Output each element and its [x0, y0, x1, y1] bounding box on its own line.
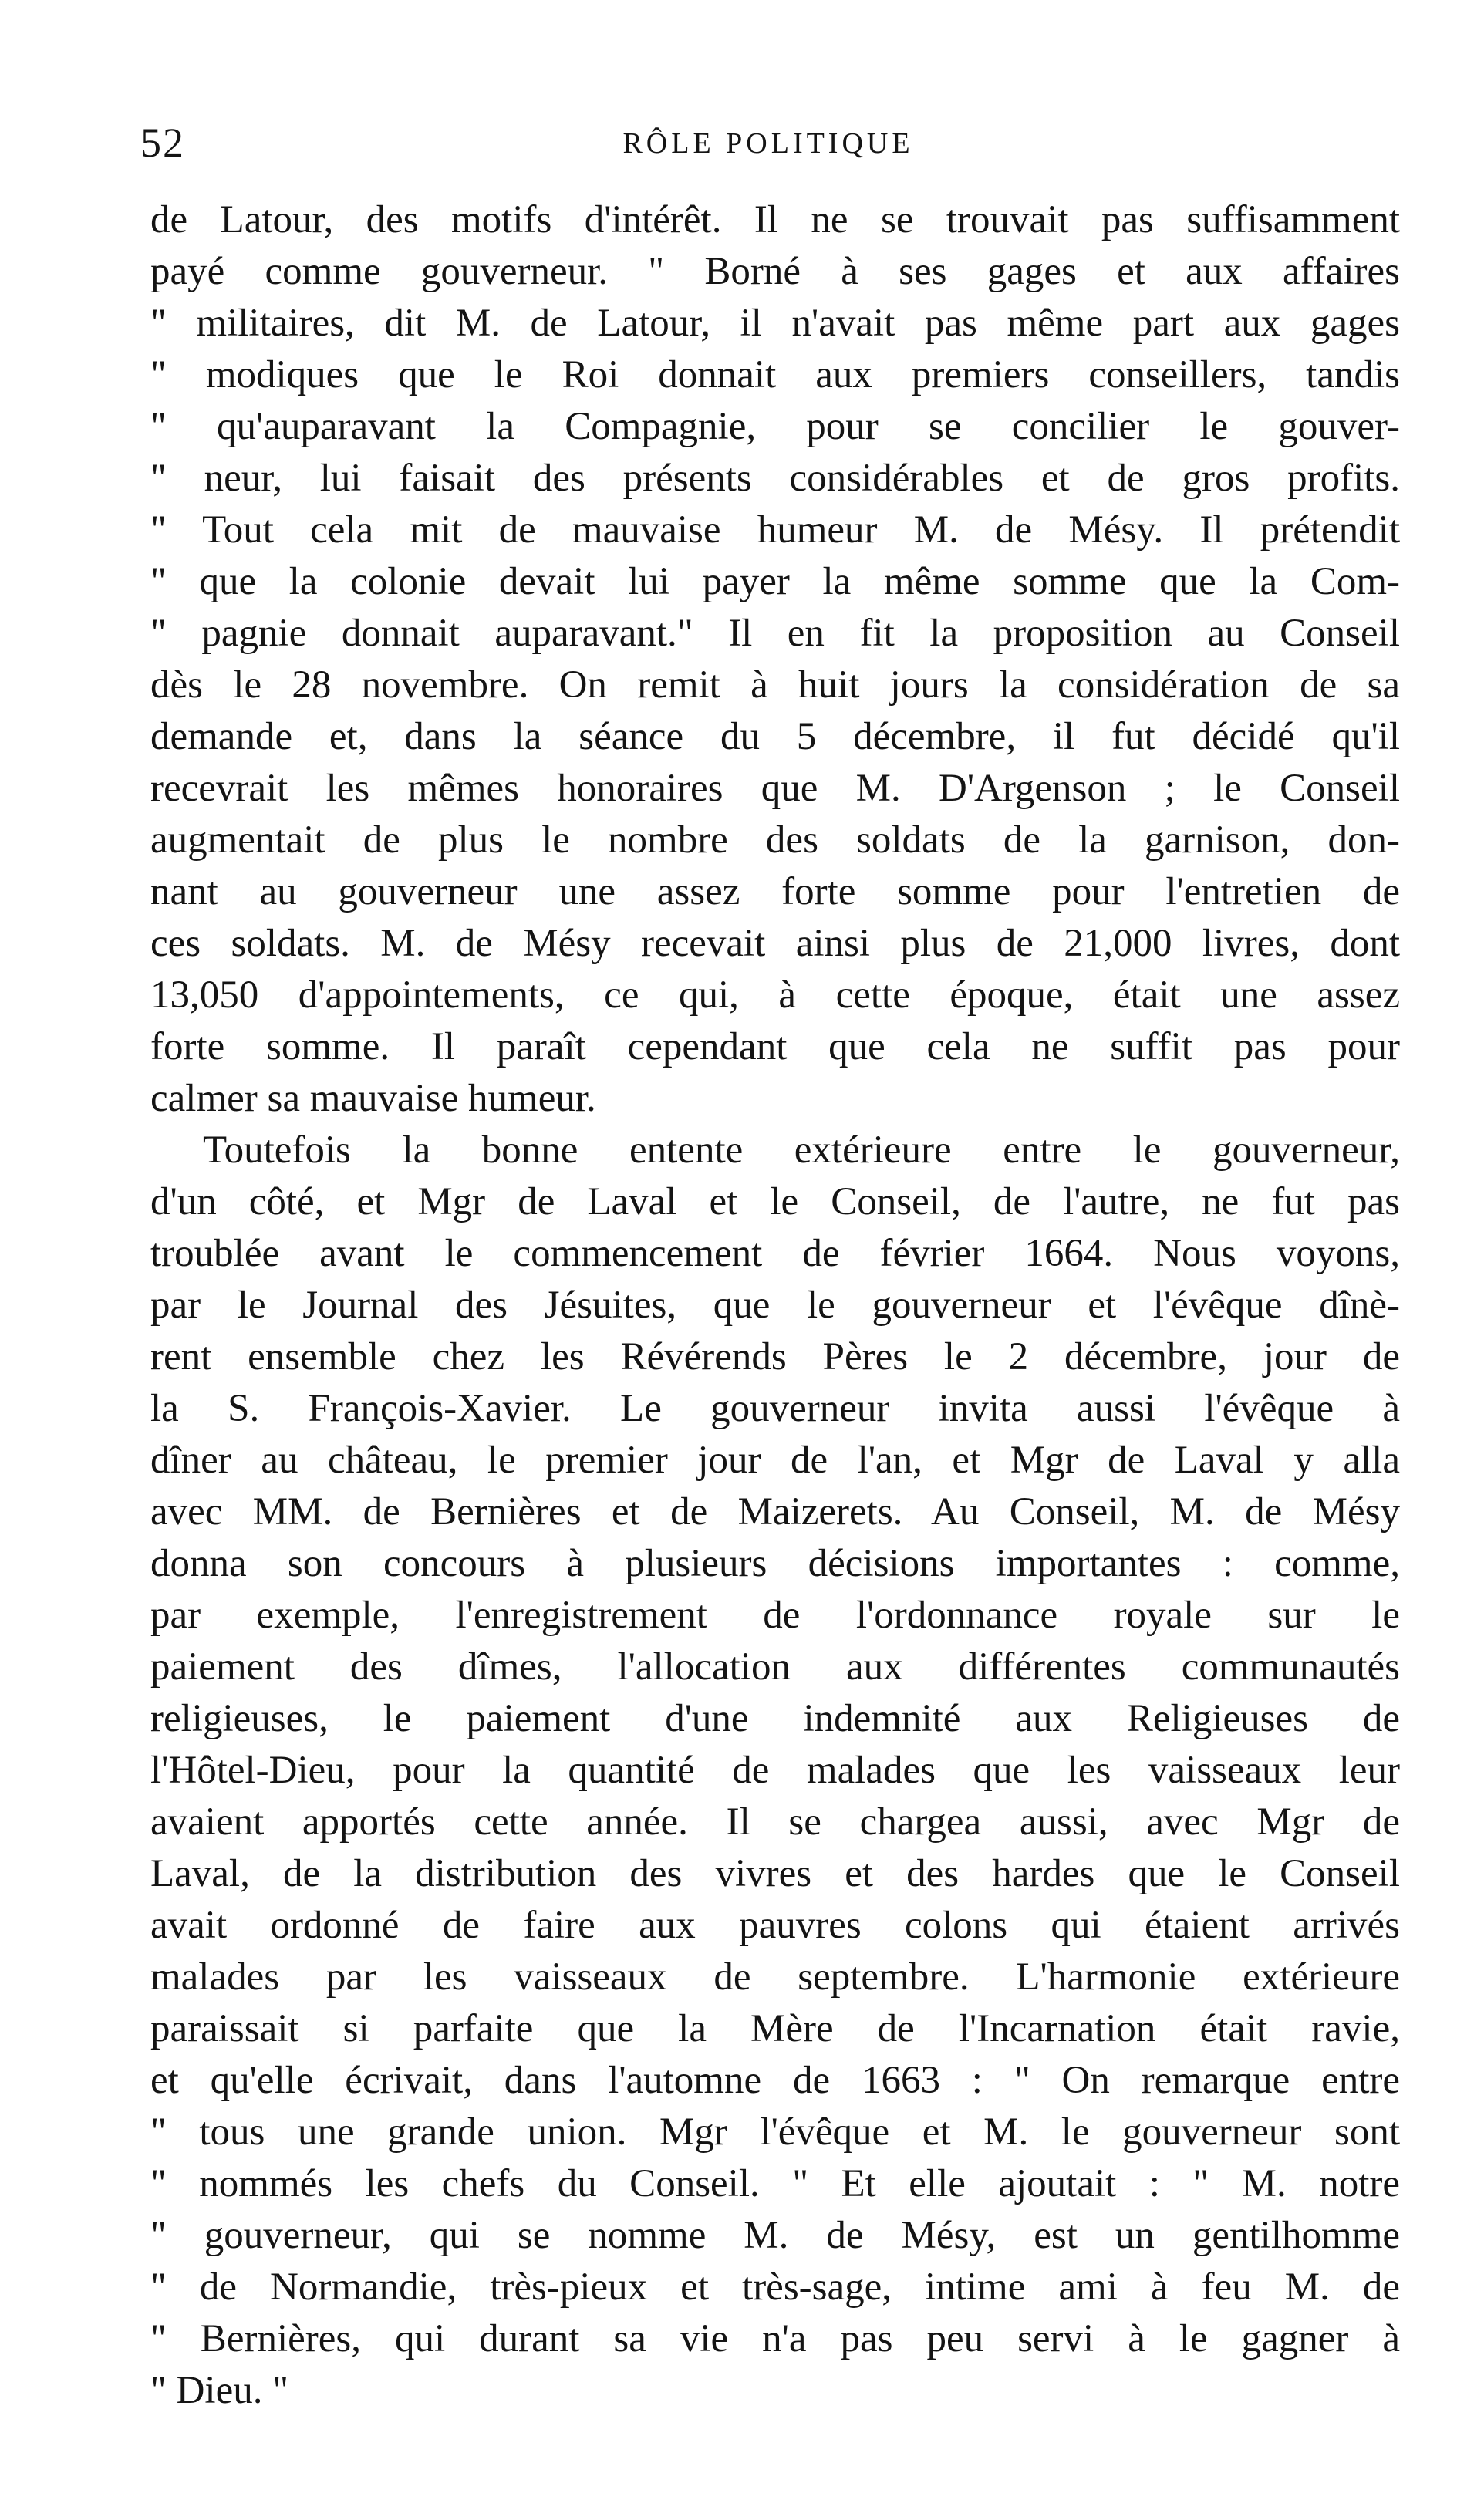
text-line: avec MM. de Bernières et de Maizerets. Au Conseil, M. de Mésy [150, 1490, 1400, 1533]
text-line: avaient apportés cette année. Il se chargea aussi, avec Mgr de [150, 1800, 1400, 1844]
text-line: " nommés les chefs du Conseil. " Et elle ajoutait : " M. notre [150, 2162, 1400, 2205]
text-line: " militaires, dit M. de Latour, il n'avait pas même part aux gages [150, 302, 1400, 345]
text-line: " Dieu. " [150, 2369, 289, 2412]
text-line: la S. François-Xavier. Le gouverneur invita aussi l'évêque à [150, 1387, 1400, 1430]
text-line: forte somme. Il paraît cependant que cela ne suffit pas pour [150, 1025, 1400, 1068]
page-header [140, 116, 1396, 170]
text-line: ces soldats. M. de Mésy recevait ainsi plus de 21,000 livres, dont [150, 922, 1400, 965]
text-line: " Tout cela mit de mauvaise humeur M. de Mésy. Il prétendit [150, 508, 1400, 552]
text-line: demande et, dans la séance du 5 décembre, il fut décidé qu'il [150, 715, 1400, 758]
text-line: " modiques que le Roi donnait aux premiers conseillers, tandis [150, 353, 1400, 396]
text-line: paraissait si parfaite que la Mère de l'Incarnation était ravie, [150, 2007, 1400, 2050]
text-line: de Latour, des motifs d'intérêt. Il ne se trouvait pas suffisamment [150, 198, 1400, 241]
text-line: par le Journal des Jésuites, que le gouverneur et l'évêque dînè- [150, 1284, 1400, 1327]
text-line: " qu'auparavant la Compagnie, pour se concilier le gouver- [150, 405, 1400, 448]
text-line: l'Hôtel-Dieu, pour la quantité de malades que les vaisseaux leur [150, 1749, 1400, 1792]
text-line: " gouverneur, qui se nomme M. de Mésy, est un gentilhomme [150, 2214, 1400, 2257]
text-line: " que la colonie devait lui payer la même somme que la Com- [150, 560, 1400, 603]
text-line: 13,050 d'appointements, ce qui, à cette époque, était une assez [150, 973, 1400, 1017]
text-line: " neur, lui faisait des présents considérables et de gros profits. [150, 457, 1400, 500]
text-line: d'un côté, et Mgr de Laval et le Conseil, de l'autre, ne fut pas [150, 1180, 1400, 1223]
text-line: recevrait les mêmes honoraires que M. D'Argenson ; le Conseil [150, 767, 1400, 810]
text-line: avait ordonné de faire aux pauvres colons qui étaient arrivés [150, 1904, 1400, 1947]
text-line: donna son concours à plusieurs décisions importantes : comme, [150, 1542, 1400, 1585]
text-line: " pagnie donnait auparavant." Il en fit la proposition au Conseil [150, 612, 1400, 655]
text-line: augmentait de plus le nombre des soldats de la garnison, don- [150, 818, 1400, 862]
text-line: troublée avant le commencement de février 1664. Nous voyons, [150, 1232, 1400, 1275]
text-line: Toutefois la bonne entente extérieure entre le gouverneur, [203, 1129, 1400, 1172]
text-line: nant au gouverneur une assez forte somme pour l'entretien de [150, 870, 1400, 913]
text-line: et qu'elle écrivait, dans l'automne de 1663 : " On remarque entre [150, 2059, 1400, 2102]
text-line: payé comme gouverneur. " Borné à ses gages et aux affaires [150, 250, 1400, 293]
text-line: religieuses, le paiement d'une indemnité aux Religieuses de [150, 1697, 1400, 1740]
page-number: 52 [140, 120, 185, 166]
text-line: paiement des dîmes, l'allocation aux différentes communautés [150, 1645, 1400, 1689]
text-line: " Bernières, qui durant sa vie n'a pas peu servi à le gagner à [150, 2317, 1400, 2360]
body-text [150, 194, 1400, 2417]
text-line: dès le 28 novembre. On remit à huit jours la considération de sa [150, 663, 1400, 707]
text-line: Laval, de la distribution des vivres et des hardes que le Conseil [150, 1852, 1400, 1895]
text-line: dîner au château, le premier jour de l'an, et Mgr de Laval y alla [150, 1439, 1400, 1482]
text-line: malades par les vaisseaux de septembre. L'harmonie extérieure [150, 1955, 1400, 1999]
text-line: calmer sa mauvaise humeur. [150, 1077, 596, 1120]
text-line: rent ensemble chez les Révérends Pères le 2 décembre, jour de [150, 1335, 1400, 1378]
text-line: " tous une grande union. Mgr l'évêque et M. le gouverneur sont [150, 2110, 1400, 2154]
text-line: par exemple, l'enregistrement de l'ordonnance royale sur le [150, 1594, 1400, 1637]
text-line: " de Normandie, très-pieux et très-sage, intime ami à feu M. de [150, 2266, 1400, 2309]
running-title: RÔLE POLITIQUE [622, 127, 914, 160]
